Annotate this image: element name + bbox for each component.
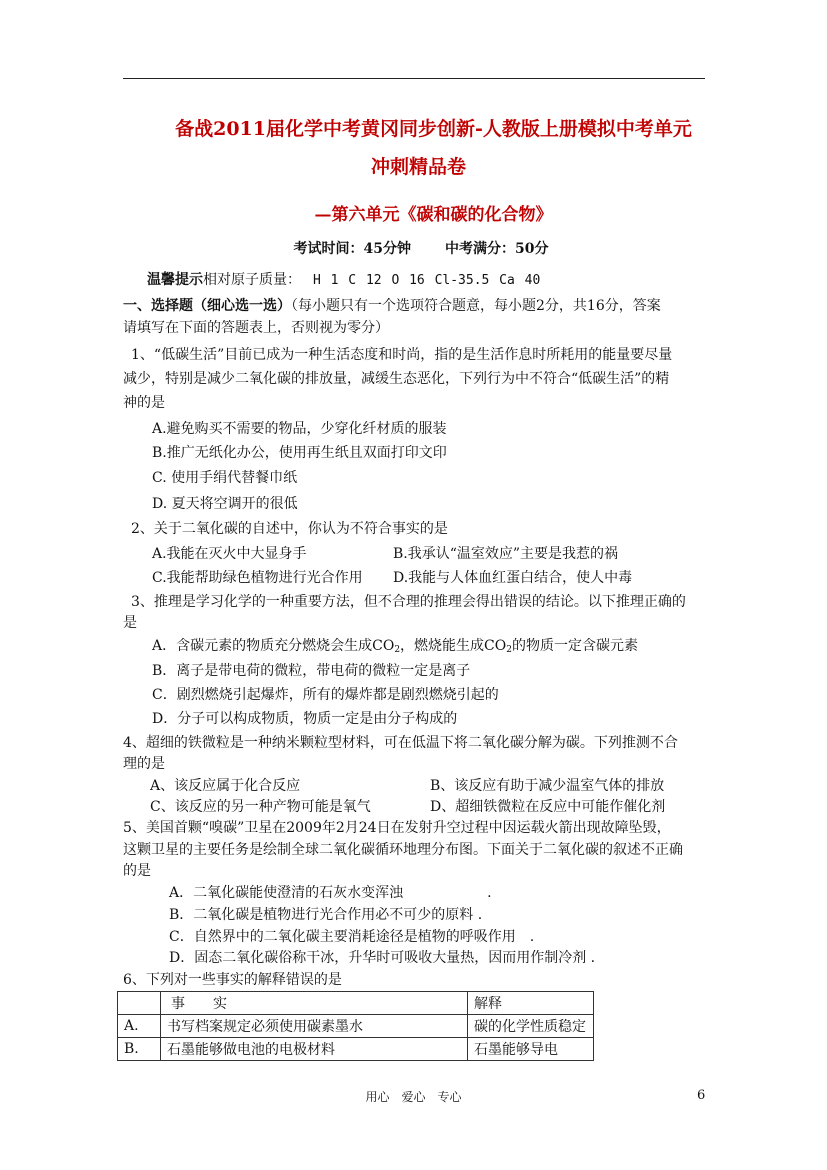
footer-text: 用心 xyxy=(365,1090,390,1104)
exam-score: 中考满分：50分 xyxy=(445,241,549,257)
q4-option-c: C、该反应的另一种产物可能是氧气 xyxy=(150,799,371,815)
section-1-instruction: （每小题只有一个选项符合题意，每小题2分，共16分，答案 xyxy=(291,298,661,314)
table-header-cell xyxy=(118,992,161,1015)
q5-option-b: B．二氧化碳是植物进行光合作用必不可少的原料 . xyxy=(169,907,483,923)
q5-stem-2: 这颗卫星的主要任务是绘制全球二氧化碳循环地理分布图。下面关于二氧化碳的叙述不正确 xyxy=(123,842,683,858)
q5-stem-3: 的是 xyxy=(123,863,151,879)
title-line-1: 备战2011届化学中考黄冈同步创新-人教版上册模拟中考单元 xyxy=(175,118,692,140)
title-line-2: 冲刺精品卷 xyxy=(370,156,466,178)
q1-option-d: D. 夏天将空调开的很低 xyxy=(152,496,298,512)
q1-option-c: C. 使用手绢代替餐巾纸 xyxy=(152,470,298,486)
exam-info xyxy=(0,238,827,258)
q6-stem: 6、下列对一些事实的解释错误的是 xyxy=(123,972,342,988)
q2-option-c: C.我能帮助绿色植物进行光合作用 xyxy=(152,570,363,586)
q1-stem-3: 神的是 xyxy=(123,395,165,411)
q4-stem-2: 理的是 xyxy=(123,756,165,772)
facts-table xyxy=(117,991,594,1061)
table-row xyxy=(118,1038,594,1061)
table-cell: 碳的化学性质稳定 xyxy=(468,1015,594,1038)
footer-text: 专心 xyxy=(437,1090,462,1104)
q3-option-a: A．含碳元素的物质充分燃烧会生成$CO_2$，燃烧能生成$CO_2$的物质一定含碳元素 xyxy=(152,638,638,655)
q3-option-c: C．剧烈燃烧引起爆炸，所有的爆炸都是剧烈燃烧引起的 xyxy=(152,687,499,703)
q1-option-a: A.避免购买不需要的物品，少穿化纤材质的服装 xyxy=(152,421,447,437)
header-rule xyxy=(123,78,705,79)
section-1-line-1 xyxy=(123,296,661,316)
table-cell: A. xyxy=(118,1015,161,1038)
section-1-instruction-2: 请填写在下面的答题表上，否则视为零分） xyxy=(123,320,389,336)
q1-stem-2: 减少，特别是减少二氧化碳的排放量，减缓生态恶化，下列行为中不符合“低碳生活”的精 xyxy=(123,371,670,387)
q4-option-b: B、该反应有助于减少温室气体的排放 xyxy=(430,778,665,794)
q1-stem-1: 1、“低碳生活”目前已成为一种生活态度和时尚，指的是生活作息时所耗用的能量要尽量 xyxy=(131,347,673,363)
table-header-cell: 事 实 xyxy=(161,992,468,1015)
atomic-masses: H 1 C 12 O 16 Cl-35.5 Ca 40 xyxy=(313,273,541,288)
q3-option-b: B．离子是带电荷的微粒，带电荷的微粒一定是离子 xyxy=(152,663,471,679)
q3-stem-1: 3、推理是学习化学的一种重要方法，但不合理的推理会得出错误的结论。以下推理正确的 xyxy=(131,594,686,610)
footer-text: 爱心 xyxy=(401,1090,426,1104)
table-cell: 石墨能够导电 xyxy=(468,1038,594,1061)
exam-time: 考试时间：45分钟 xyxy=(293,241,411,257)
q3-option-d: D．分子可以构成物质，物质一定是由分子构成的 xyxy=(152,711,458,727)
q5-stem-1: 5、美国首颗“嗅碳”卫星在2009年2月24日在发射升空过程中因运载火箭出现故障坠毁， xyxy=(123,820,671,836)
q5-option-a: A．二氧化碳能使澄清的石灰水变浑浊 . xyxy=(169,885,492,901)
table-row xyxy=(118,1015,594,1038)
tip-label: 温馨提示 xyxy=(147,272,203,288)
page-number: 6 xyxy=(697,1088,706,1103)
table-cell: B. xyxy=(118,1038,161,1061)
q4-option-a: A、该反应属于化合反应 xyxy=(150,778,301,794)
table-cell: 书写档案规定必须使用碳素墨水 xyxy=(161,1015,468,1038)
q5-option-d: D．固态二氧化碳俗称干冰，升华时可吸收大量热，因而用作制冷剂 . xyxy=(169,950,596,966)
table-header-row xyxy=(118,992,594,1015)
q3-stem-2: 是 xyxy=(123,615,137,631)
subtitle: —第六单元《碳和碳的化合物》 xyxy=(314,205,553,225)
section-1-heading: 一、选择题（细心选一选） xyxy=(123,298,291,314)
table-header-cell: 解释 xyxy=(468,992,594,1015)
q4-stem-1: 4、超细的铁微粒是一种纳米颗粒型材料，可在低温下将二氧化碳分解为碳。下列推测不合 xyxy=(123,735,678,751)
q2-stem: 2、关于二氧化碳的自述中，你认为不符合事实的是 xyxy=(131,521,448,537)
q4-option-d: D、超细铁微粒在反应中可能作催化剂 xyxy=(430,799,666,815)
q2-option-b: B.我承认“温室效应”主要是我惹的祸 xyxy=(393,546,619,562)
q2-option-a: A.我能在灭火中大显身手 xyxy=(152,546,307,562)
q1-option-b: B.推广无纸化办公，使用再生纸且双面打印文印 xyxy=(152,445,447,461)
q5-option-c: C．自然界中的二氧化碳主要消耗途径是植物的呼吸作用 . xyxy=(169,929,535,945)
table-cell: 石墨能够做电池的电极材料 xyxy=(161,1038,468,1061)
q2-option-d: D.我能与人体血红蛋白结合，使人中毒 xyxy=(393,570,633,586)
tip-line xyxy=(147,270,540,291)
tip-text: 相对原子质量： xyxy=(203,272,301,288)
